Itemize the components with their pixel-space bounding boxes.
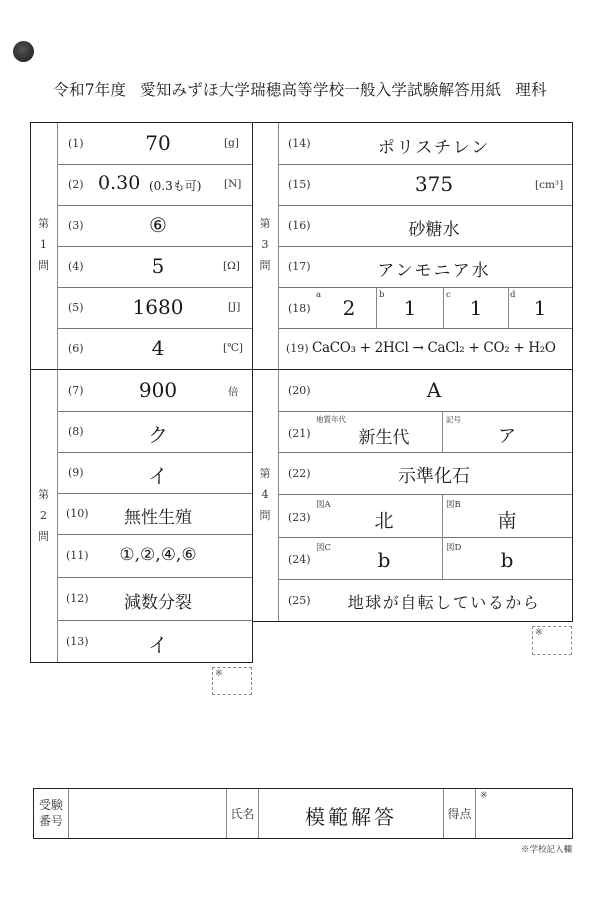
title-year: 令和7年度: [53, 81, 127, 99]
answer-value-fig-d: b: [500, 548, 514, 572]
title-subject: 理科: [515, 81, 547, 99]
answer-value-symbol: ア: [498, 426, 516, 447]
answer-row-q1: (1) 70 [g]: [68, 131, 239, 155]
answer-value-b: 1: [403, 296, 417, 320]
unit: [g]: [224, 137, 239, 149]
name-field[interactable]: 模範解答: [305, 805, 397, 829]
answer-value-fig-b: 南: [497, 510, 517, 532]
answer-row-q17: (17) アンモニア水: [279, 246, 572, 287]
answer-row-q10: (10) 無性生殖: [58, 493, 252, 534]
section-1-label: 第 1 問: [38, 217, 49, 272]
answer-value: 1680: [132, 295, 184, 319]
section-3-label: 第 3 問: [259, 217, 271, 272]
answer-row-q9: (9) イ: [58, 452, 252, 493]
answer-value: アンモニア水: [377, 261, 491, 281]
answer-value-fig-a: 北: [374, 510, 394, 532]
answer-value: ⑥: [149, 213, 167, 237]
answer-value: 70: [145, 131, 171, 155]
answer-value-fig-c: b: [377, 548, 391, 572]
answer-value: 砂糖水: [408, 220, 460, 240]
answer-row-q3: (3) ⑥: [58, 205, 252, 246]
score-label: 得点: [447, 807, 472, 821]
answer-row-q6: (6) 4 [℃]: [68, 336, 243, 360]
answer-value-a: 2: [342, 296, 356, 320]
answer-row-q8: (8) ク: [58, 411, 252, 452]
answer-note: (0.3も可): [149, 179, 202, 193]
score-box-left[interactable]: ※: [212, 667, 252, 695]
answer-value: 無性生殖: [124, 508, 192, 528]
page-title: [0, 78, 600, 100]
answer-row-q25: (25) 地球が自転しているから: [279, 579, 572, 621]
title-school: 愛知みずほ大学瑞穂高等学校一般入学試験解答用紙: [140, 81, 502, 99]
answer-row-q16: (16) 砂糖水: [279, 205, 572, 246]
unit: [N]: [224, 178, 242, 190]
answer-row-q2: (2) 0.30 (0.3も可) [N]: [68, 172, 242, 194]
answer-row-q22: (22) 示準化石: [279, 452, 572, 494]
answer-row-q11: (11) ①,②,④,⑥: [58, 534, 252, 577]
answer-value: 0.30: [98, 172, 141, 194]
unit: [cm³]: [535, 179, 564, 191]
answer-row-q5: (5) 1680 [J]: [68, 295, 241, 319]
name-label: 氏名: [230, 807, 255, 821]
answer-row-q4: (4) 5 [Ω]: [68, 254, 240, 278]
answer-row-q7: (7) 900 倍: [68, 378, 239, 402]
answer-value: 減数分裂: [124, 593, 192, 613]
answer-row-q14: (14) ポリスチレン: [279, 123, 572, 164]
school-use-note: ※学校記入欄: [520, 845, 572, 855]
registration-mark: [13, 41, 34, 62]
answer-value-d: 1: [533, 296, 547, 320]
unit: 倍: [228, 386, 239, 398]
answer-row-q23: (23) 図A 北 図B 南: [279, 494, 572, 537]
answer-row-q18: (18) a 2 b 1 c 1 d 1: [279, 287, 572, 328]
answer-row-q21: (21) 地質年代 新生代 記号 ア: [279, 411, 572, 452]
unit: [℃]: [223, 342, 243, 354]
answer-value: 900: [138, 378, 178, 402]
answer-value: 地球が自転しているから: [347, 593, 541, 612]
unit: [Ω]: [223, 260, 240, 272]
section-4-label: 第 4 問: [259, 467, 271, 522]
answer-value: ク: [148, 423, 168, 447]
answer-row-q12: (12) 減数分裂: [58, 577, 252, 620]
answer-value: 示準化石: [398, 466, 470, 487]
answer-value: 375: [414, 172, 454, 196]
answer-value: CaCO₃ + 2HCl → CaCl₂ + CO₂ + H₂O: [312, 340, 556, 356]
answer-value: イ: [148, 464, 168, 488]
answer-value-c: 1: [469, 296, 483, 320]
answer-value: A: [426, 378, 442, 402]
answer-row-q13: (13) イ: [58, 620, 252, 662]
section-2-label: 第 2 問: [38, 488, 49, 543]
answer-row-q15: (15) 375 [cm³]: [288, 172, 564, 196]
exam-number-field[interactable]: [69, 789, 226, 838]
answer-value: ポリスチレン: [377, 138, 491, 158]
unit: [J]: [228, 301, 241, 313]
answer-value: 4: [151, 336, 165, 360]
answer-row-q24: (24) 図C b 図D b: [279, 537, 572, 579]
answer-value-era: 新生代: [358, 428, 410, 448]
exam-number-label: 受験 番号: [38, 798, 63, 828]
score-field[interactable]: ※: [480, 791, 488, 801]
answer-value: ①,②,④,⑥: [119, 545, 197, 565]
answer-value: イ: [148, 633, 168, 657]
score-box-right[interactable]: ※: [532, 626, 572, 655]
answer-value: 5: [151, 254, 165, 278]
answer-row-q19: (19) CaCO₃ + 2HCl → CaCl₂ + CO₂ + H₂O: [279, 328, 572, 369]
answer-row-q20: (20) A: [279, 370, 572, 411]
